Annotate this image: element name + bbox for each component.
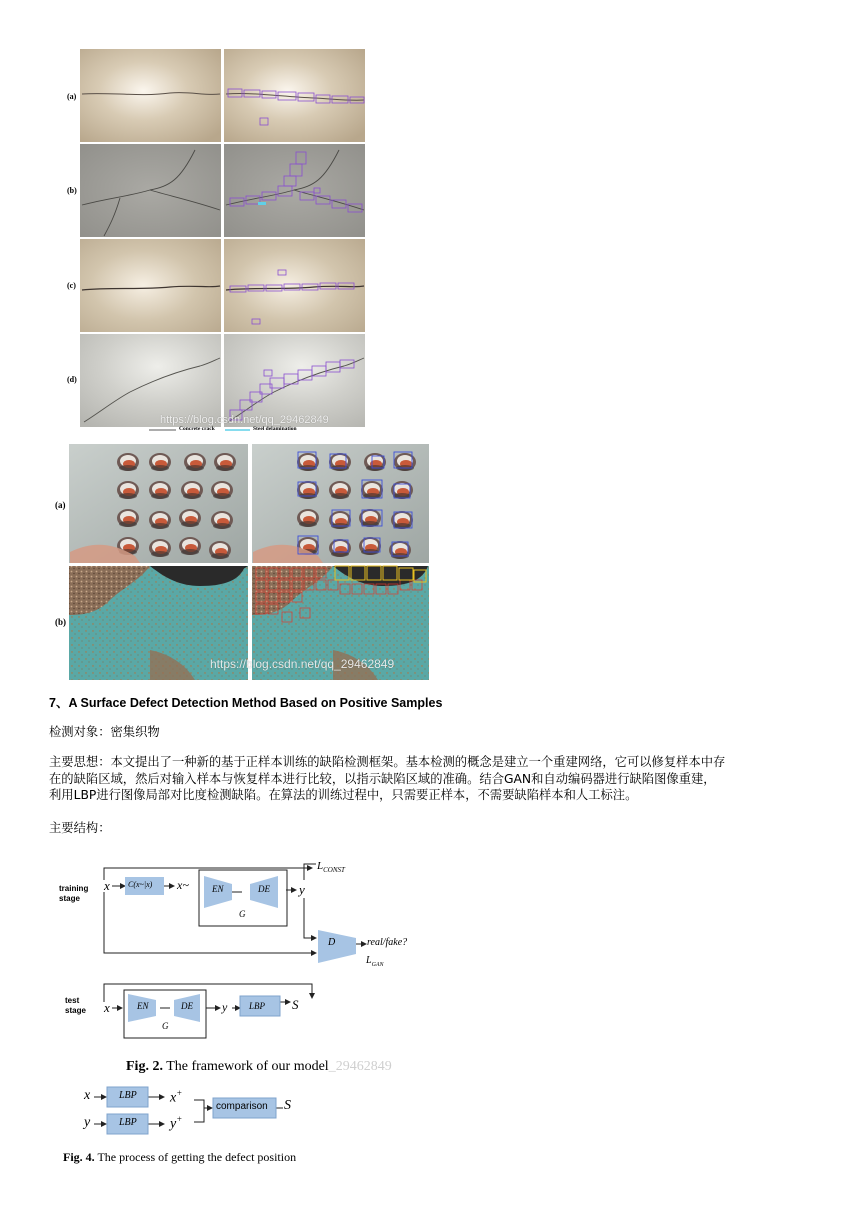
row-label-a: (a) xyxy=(67,92,77,101)
score-s-2: S xyxy=(284,1098,291,1113)
row-label-d: (d) xyxy=(67,375,77,384)
row-label-c: (c) xyxy=(67,281,76,290)
main-idea-line: 主要思想：本文提出了一种新的基于正样本训练的缺陷检测框架。基本检测的概念是建立一个重建网络，它可以修复样本中存 xyxy=(49,755,726,769)
watermark-2: https://blog.csdn.net/qq_29462849 xyxy=(210,657,395,671)
watermark-1: https://blog.csdn.net/qq_29462849 xyxy=(160,414,329,426)
industrial-row-label-b: (b) xyxy=(55,617,66,627)
detection-target: 检测对象：密集织物 xyxy=(49,725,160,739)
comparison-label: comparison xyxy=(216,1101,268,1112)
row-label-b: (b) xyxy=(67,186,77,195)
de-label-test: DE xyxy=(181,1001,193,1011)
industrial-row-label-a: (a) xyxy=(55,500,66,510)
g-label-test: G xyxy=(162,1021,169,1031)
lbp-label-x: LBP xyxy=(119,1090,137,1101)
corruption-label: C(x~|x) xyxy=(128,880,153,889)
output-y-test: y xyxy=(222,1000,228,1014)
output-y-train: y xyxy=(299,882,305,897)
main-idea-line: 在的缺陷区域，然后对输入样本与恢复样本进行比较，以指示缺陷区域的准确。结合GAN和自动编码器进行缺陷图像重建， xyxy=(49,771,716,786)
en-label-train: EN xyxy=(212,884,224,894)
en-label-test: EN xyxy=(137,1001,149,1011)
figure-2-caption: Fig. 2. The framework of our model_29462849 xyxy=(126,1059,392,1074)
y-input-2: y xyxy=(84,1115,91,1130)
legend-concrete-crack: Concrete crack xyxy=(179,426,215,432)
defect-position-svg xyxy=(0,1080,868,1140)
structure-label: 主要结构： xyxy=(49,821,111,835)
section-heading: 7、A Surface Defect Detection Method Based on Positive Samples xyxy=(49,696,443,710)
real-fake-label: real/fake? xyxy=(367,937,408,948)
x-tilde-label: x~ xyxy=(177,878,189,892)
crack-panel-c-right xyxy=(224,239,365,332)
l-gan-label: $L_{GAN}$ xyxy=(366,955,384,968)
lbp-label-test: LBP xyxy=(249,1001,266,1011)
de-label-train: DE xyxy=(258,884,270,894)
y-plus-label: y+ xyxy=(170,1114,183,1132)
x-plus-label: x+ xyxy=(170,1088,183,1106)
d-label: D xyxy=(328,937,336,948)
crack-panel-a-left xyxy=(80,49,221,142)
main-idea-paragraph xyxy=(49,754,725,804)
crack-panel-a-right xyxy=(224,49,365,142)
crack-figure-svg xyxy=(0,0,868,440)
input-x-test: x xyxy=(104,1000,110,1015)
figure-4-caption: Fig. 4. The process of getting the defect position xyxy=(63,1150,297,1164)
training-stage-label: training stage xyxy=(59,884,89,903)
discriminator-shape xyxy=(318,930,356,963)
x-input-2: x xyxy=(84,1088,91,1103)
g-label-train: G xyxy=(239,909,246,919)
main-idea-line: 利用LBP进行图像局部对比度检测缺陷。在算法的训练过程中，只需要正样本，不需要缺陷样本和人工标注。 xyxy=(49,788,638,803)
legend-steel-delamination: Steel delamination xyxy=(253,426,297,432)
lbp-label-y: LBP xyxy=(119,1117,137,1128)
test-stage-label: test stage xyxy=(65,996,86,1015)
l-const-label: $L_{CONST}$ xyxy=(317,860,345,875)
crack-panel-c-left xyxy=(80,239,221,332)
score-s-test: S xyxy=(292,997,299,1012)
input-x-train: x xyxy=(104,878,110,893)
industrial-figure-svg xyxy=(0,440,868,685)
